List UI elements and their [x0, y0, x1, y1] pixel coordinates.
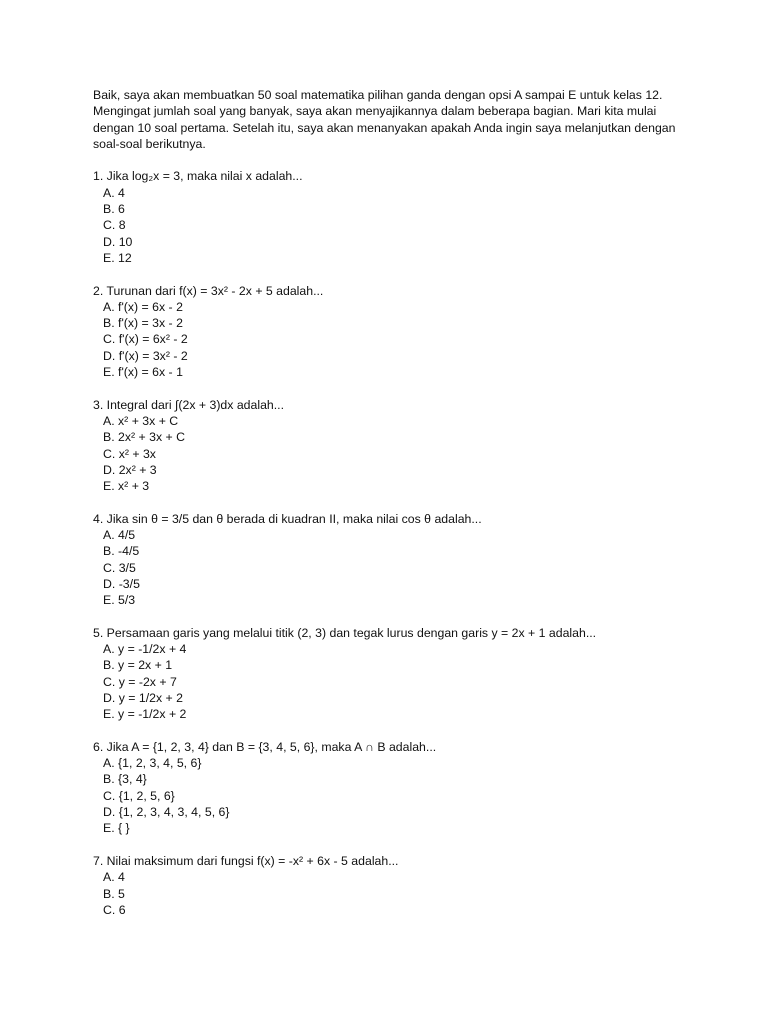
question-1 — [93, 168, 683, 266]
option-e: E. 5/3 — [103, 593, 136, 608]
option-e: E. { } — [103, 821, 130, 836]
document-body — [93, 87, 683, 934]
option-e: E. y = -1/2x + 2 — [103, 707, 187, 722]
option-b: B. f'(x) = 3x - 2 — [103, 316, 183, 331]
option-a: A. x² + 3x + C — [103, 413, 179, 428]
option-e: E. x² + 3 — [103, 479, 150, 494]
option-b: B. 6 — [103, 202, 125, 217]
question-text: 6. Jika A = {1, 2, 3, 4} dan B = {3, 4, 5, 6}, maka A ∩ B adalah... — [93, 739, 437, 754]
question-6 — [93, 739, 683, 837]
option-a: A. y = -1/2x + 4 — [103, 642, 187, 657]
question-text: 7. Nilai maksimum dari fungsi f(x) = -x² + 6x - 5 adalah... — [93, 853, 399, 868]
option-a: A. f'(x) = 6x - 2 — [103, 299, 183, 314]
option-c: C. {1, 2, 5, 6} — [103, 788, 175, 803]
option-c: C. 3/5 — [103, 560, 136, 575]
option-b: B. 2x² + 3x + C — [103, 430, 186, 445]
question-5 — [93, 625, 683, 723]
question-text: 3. Integral dari ∫(2x + 3)dx adalah... — [93, 397, 285, 412]
option-c: C. 8 — [103, 218, 126, 233]
question-7 — [93, 853, 683, 918]
option-b: B. 5 — [103, 886, 125, 901]
option-d: D. f'(x) = 3x² - 2 — [103, 348, 188, 363]
intro-paragraph: Baik, saya akan membuatkan 50 soal matematika pilihan ganda dengan opsi A sampai E untuk kelas 12. Mengingat jumlah soal yang banyak, saya akan menyajikannya dalam beberapa bagian. Mari kita mulai dengan 10 soal pertama. Setelah itu, saya akan menanyakan apakah Anda ingin saya melanjutkan dengan soal-soal berikutnya. — [93, 88, 676, 151]
option-a: A. 4/5 — [103, 528, 136, 543]
option-b: B. {3, 4} — [103, 772, 147, 787]
option-b: B. y = 2x + 1 — [103, 658, 173, 673]
option-d: D. -3/5 — [103, 576, 140, 591]
question-3 — [93, 397, 683, 495]
option-c: C. y = -2x + 7 — [103, 674, 177, 689]
question-text: 2. Turunan dari f(x) = 3x² - 2x + 5 adalah... — [93, 283, 324, 298]
option-e: E. f'(x) = 6x - 1 — [103, 365, 183, 380]
question-2 — [93, 283, 683, 381]
option-d: D. y = 1/2x + 2 — [103, 690, 183, 705]
option-a: A. {1, 2, 3, 4, 5, 6} — [103, 756, 202, 771]
question-text: 5. Persamaan garis yang melalui titik (2, 3) dan tegak lurus dengan garis y = 2x + 1 adalah... — [93, 625, 597, 640]
option-a: A. 4 — [103, 870, 125, 885]
option-a: A. 4 — [103, 185, 125, 200]
question-text: 1. Jika log₂x = 3, maka nilai x adalah... — [93, 169, 303, 184]
question-text: 4. Jika sin θ = 3/5 dan θ berada di kuadran II, maka nilai cos θ adalah... — [93, 511, 482, 526]
option-b: B. -4/5 — [103, 544, 140, 559]
option-c: C. x² + 3x — [103, 446, 156, 461]
question-4 — [93, 511, 683, 609]
option-c: C. f'(x) = 6x² - 2 — [103, 332, 188, 347]
option-d: D. {1, 2, 3, 4, 3, 4, 5, 6} — [103, 805, 230, 820]
option-d: D. 2x² + 3 — [103, 462, 157, 477]
option-c: C. 6 — [103, 902, 126, 917]
option-e: E. 12 — [103, 250, 132, 265]
option-d: D. 10 — [103, 234, 133, 249]
